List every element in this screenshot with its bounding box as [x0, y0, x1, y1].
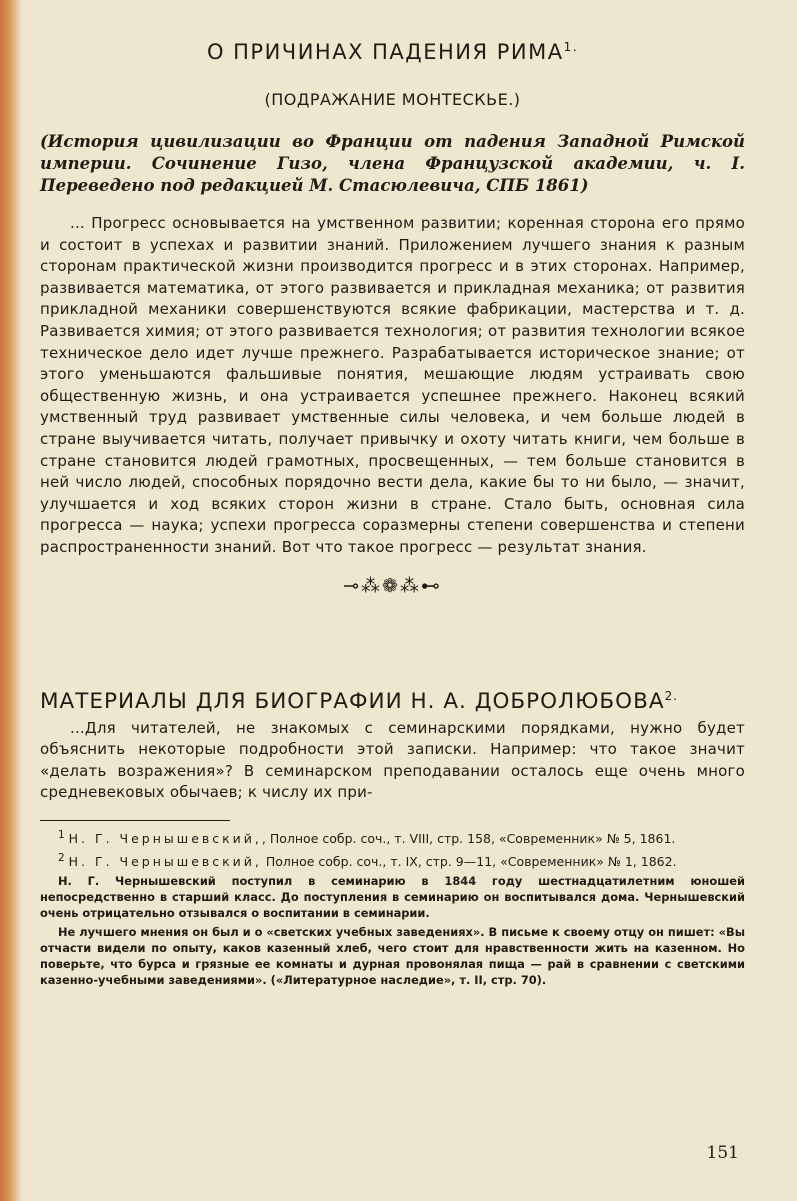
article1-title: О ПРИЧИНАХ ПАДЕНИЯ $РИМА^{1.}$	[206, 40, 579, 64]
footnote-rule	[40, 820, 230, 821]
article2-body: ...Для читателей, не знакомых с семинарскими порядками, нужно будет объяснить некоторые подробности этой записки. Например: что такое значит «делать возражения»? В семинарском преподавании осталось еще очень много средневековых обычаев; к числу их при-	[40, 718, 745, 802]
article2-title: МАТЕРИАЛЫ ДЛЯ БИОГРАФИИ Н. А. $ДОБРОЛЮБОВА^{2.}$	[40, 688, 679, 714]
ornament-divider: ⊸⁂❁⁂⊷	[343, 574, 442, 597]
book-page	[40, 40, 745, 988]
footnote-ref-2: 2.	[664, 688, 679, 703]
footnote-note-2: Не лучшего мнения он был и о «светских учебных заведениях». В письме к своему отцу он пишет: «Вы отчасти видели по опыту, каков казенный хлеб, чего стоит для нравственности жить на казенном. Но поверьте, что бурса и грязные ее комнаты и дурная провонялая пища — рай в сравнении с светскими казенно-учебными заведениями». («Литературное наследие», т. II, стр. 70).	[40, 925, 745, 988]
footnote-1: $^1$ Н. Г. Чернышевский,, Полное собр. соч., т. VIII, стр. 158, «Современник» № 5, 1861.	[58, 829, 676, 847]
page-edge-shadow	[0, 0, 22, 1201]
footnote-note-1: Н. Г. Чернышевский поступил в семинарию в 1844 году шестнадцатилетним юношей непосредственно в старший класс. До поступления в семинарию он воспитывался дома. Чернышевский очень отрицательно отзывался о воспитании в семинарии.	[40, 874, 745, 921]
page-number: 151	[706, 1143, 739, 1163]
article1-body: ... Прогресс основывается на умственном развитии; коренная сторона его прямо и состоит в успехах и развитии знаний. Приложением лучшего знания к разным сторонам практической жизни производится прогресс и в этих сторонах. Например, развивается математика, от этого развивается и прикладная механика; от развития прикладной механики совершенствуются всякие фабрикации, мастерства и т. д. Развивается химия; от этого развивается технология; от развития технологии всякое техническое дело идет лучше прежнего. Разрабатывается историческое знание; от этого уменьшаются фальшивые понятия, мешающие людям устраивать свою общественную жизнь, и она устраивается успешнее прежнего. Наконец всякий умственный труд развивает умственные силы человека, и чем больше людей в стране выучивается читать, получает привычку и охоту читать книги, чем больше в стране становится людей грамотных, просвещенных, — тем больше становится в ней число людей, способных порядочно вести дела, какие бы то ни было, — значит, улучшается и ход всяких сторон жизни в стране. Стало быть, основная сила прогресса — наука; успехи прогресса соразмерны степени совершенства и степени распространенности знаний. Вот что такое прогресс — результат знания.	[40, 214, 745, 556]
article1-subtitle: (ПОДРАЖАНИЕ МОНТЕСКЬЕ.)	[264, 90, 521, 109]
footnote-2: $^2$ Н. Г. Чернышевский, Полное собр. соч., т. IX, стр. 9—11, «Современник» № 1, 1862.	[58, 851, 677, 869]
footnote-ref-1: 1.	[563, 40, 579, 54]
article1-source-citation: (История цивилизации во Франции от падения Западной Римской империи. Сочинение Гизо, члена Французской академии, ч. I. Переведено под редакцией М. Стасюлевича, СПБ 1861)	[40, 132, 745, 195]
